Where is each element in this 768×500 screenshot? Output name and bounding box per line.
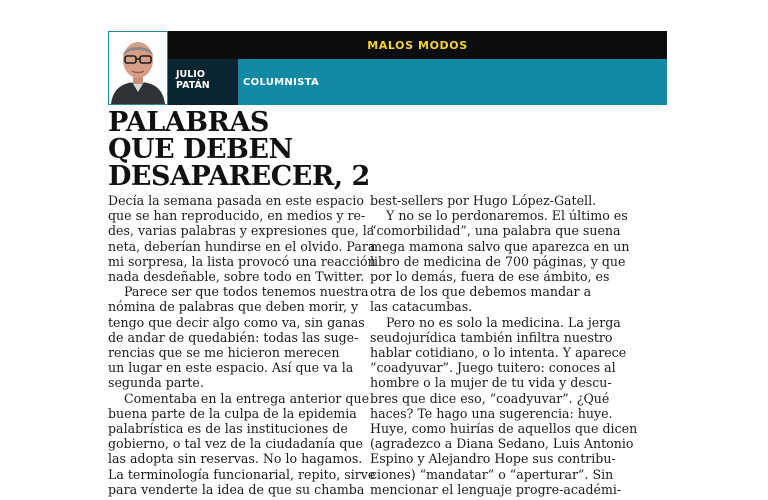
text-line: para venderte la idea de que su chamba — [108, 481, 365, 497]
text-line: La terminología funcionarial, repito, sirve — [108, 466, 376, 482]
text-line: que se han reproducido, en medios y re- — [108, 208, 366, 224]
text-line: “comorbilidad”, una palabra que suena — [370, 223, 621, 239]
author-first-name: JULIO — [176, 69, 205, 80]
text-line: segunda parte. — [108, 375, 204, 391]
text-line: de andar de quedabién: todas las suge- — [108, 329, 359, 345]
author-role-box — [238, 59, 667, 105]
author-portrait-icon — [109, 32, 167, 104]
text-line: Decía la semana pasada en este espacio — [108, 193, 364, 208]
text-line: palabrística es de las instituciones de — [108, 421, 348, 437]
text-line: Espino y Alejandro Hope sus contribu- — [370, 451, 616, 467]
text-line: otra de los que debemos mandar a — [370, 284, 592, 300]
text-line: las adopta sin reservas. No lo hagamos. — [108, 451, 363, 467]
text-line: Huye, como huirías de aquellos que dicen — [370, 421, 638, 437]
text-line: gobierno, o tal vez de la ciudadanía que — [108, 436, 363, 452]
text-line: “coadyuvar”. Juego tuitero: conoces al — [370, 360, 616, 376]
text-line: haces? Te hago una sugerencia: huye. — [370, 405, 613, 421]
text-line: libro de medicina de 700 páginas, y que — [370, 253, 626, 269]
author-name-box — [168, 59, 238, 105]
headline-line: QUE DEBEN — [108, 134, 293, 165]
text-line: bres que dice eso, “coadyuvar”. ¿Qué — [370, 390, 610, 406]
text-line: neta, deberían hundirse en el olvido. Para — [108, 238, 376, 254]
text-line: un lugar en este espacio. Así que va la — [108, 360, 354, 376]
text-line: Comentaba en la entrega anterior que — [124, 390, 370, 406]
text-line: nómina de palabras que deben morir, y — [108, 299, 359, 315]
headline-line: DESAPARECER, 2 — [108, 161, 370, 192]
text-line: mega mamona salvo que aparezca en un — [370, 238, 630, 254]
text-line: ciones) “mandatar” o “aperturar”. Sin — [370, 466, 614, 482]
text-line: Pero no es solo la medicina. La jerga — [386, 314, 621, 330]
headline-line: PALABRAS — [108, 107, 269, 138]
text-line: mencionar el lenguaje progre-académi- — [370, 481, 622, 497]
section-band — [168, 31, 667, 59]
article-column-1 — [108, 193, 376, 497]
text-line: las catacumbas. — [370, 299, 473, 315]
text-line: (agradezco a Diana Sedano, Luis Antonio — [370, 436, 634, 452]
text-line: buena parte de la culpa de la epidemia — [108, 405, 357, 421]
text-line: Parece ser que todos tenemos nuestra — [124, 284, 369, 300]
text-line: mi sorpresa, la lista provocó una reacción — [108, 253, 376, 269]
column-header — [108, 31, 667, 105]
article-column-2 — [370, 193, 638, 497]
text-line: tengo que decir algo como va, sin ganas — [108, 314, 365, 330]
text-line: hombre o la mujer de tu vida y descu- — [370, 375, 612, 391]
author-photo — [108, 31, 168, 105]
text-line: seudojurídica también infiltra nuestro — [370, 329, 613, 345]
text-line: best-sellers por Hugo López-Gatell. — [370, 193, 597, 208]
text-line: nada desdeñable, sobre todo en Twitter. — [108, 269, 365, 285]
text-line: des, varias palabras y expresiones que, la — [108, 223, 375, 239]
article-headline — [108, 109, 370, 190]
author-role: COLUMNISTA — [243, 76, 320, 88]
text-line: rencias que se me hicieron merecen — [108, 345, 340, 361]
author-last-name: PATÁN — [176, 80, 210, 91]
text-line: Y no se lo perdonaremos. El último es — [386, 208, 628, 224]
text-line: hablar cotidiano, o lo intenta. Y aparece — [370, 345, 627, 361]
section-title: MALOS MODOS — [367, 38, 468, 52]
text-line: por lo demás, fuera de ese ámbito, es — [370, 269, 610, 285]
